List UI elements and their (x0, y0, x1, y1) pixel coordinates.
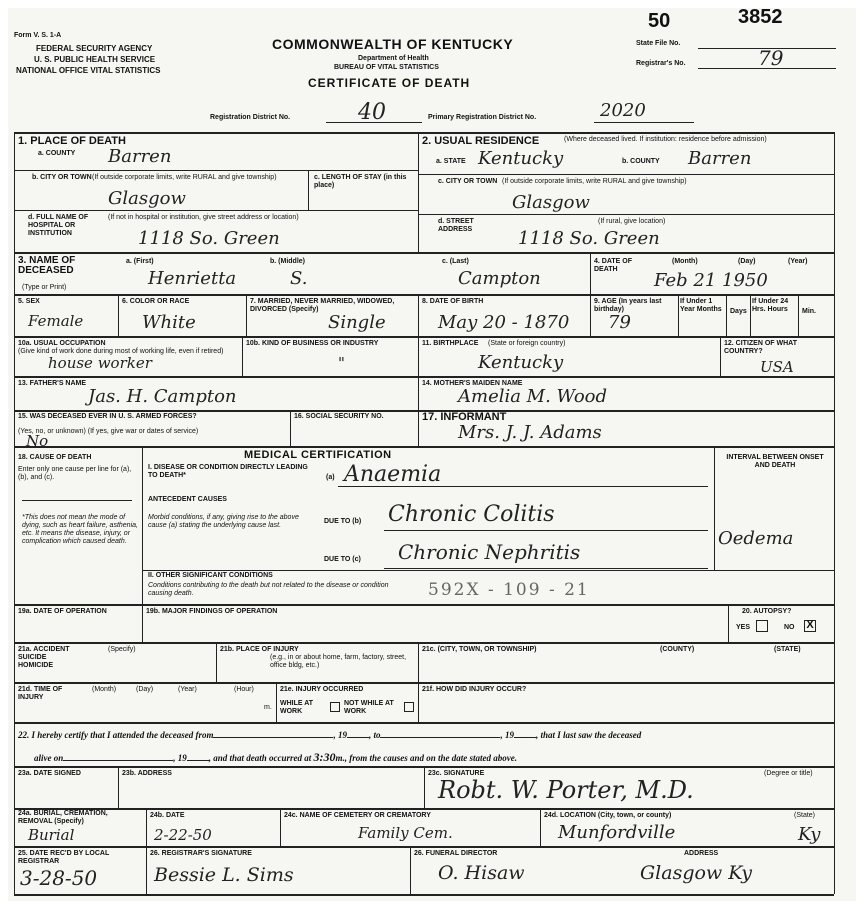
age-days-label: Days (730, 308, 747, 315)
pod-stay-label: c. LENGTH OF STAY (in this place) (314, 174, 407, 189)
director-address-label: ADDRESS (684, 850, 719, 857)
res-state-label: a. STATE (436, 158, 466, 165)
res-county-label: b. COUNTY (622, 158, 660, 165)
occupation-label: 10a. USUAL OCCUPATION (18, 340, 106, 347)
state-title: COMMONWEALTH OF KENTUCKY (272, 36, 514, 52)
interval-value: Oedema (718, 528, 794, 549)
state-file-label: State File No. (636, 40, 681, 47)
agency-line-3: NATIONAL OFFICE VITAL STATISTICS (16, 66, 161, 75)
medical-title: MEDICAL CERTIFICATION (244, 449, 392, 461)
location-label: 24d. LOCATION (City, town, or county) (544, 812, 672, 819)
business-value: " (338, 354, 345, 372)
cause-a-value: Anaemia (344, 462, 442, 487)
pod-hospital-label: d. FULL NAME OF HOSPITAL OR INSTITUTION (28, 214, 89, 237)
name-last: Campton (458, 268, 541, 289)
informant-value: Mrs. J. J. Adams (458, 422, 602, 443)
location-value: Munfordville (558, 822, 676, 843)
armed-value: No (26, 432, 49, 450)
birthplace-value: Kentucky (478, 352, 564, 373)
father-value: Jas. H. Campton (88, 386, 237, 407)
injury-county-label: (COUNTY) (660, 646, 695, 653)
informant-label: 17. INFORMANT (422, 411, 507, 423)
mother-value: Amelia M. Wood (458, 386, 608, 407)
injury-city-label: 21c. (CITY, TOWN, OR TOWNSHIP) (422, 646, 537, 653)
age-months-label: If Under 1 Year Months (680, 298, 722, 313)
citizen-label: 12. CITIZEN OF WHAT COUNTRY? (724, 340, 797, 355)
pod-city-label: b. CITY OR TOWN (32, 174, 92, 181)
date-signed-label: 23a. DATE SIGNED (18, 770, 81, 777)
citizen-value: USA (760, 358, 794, 376)
autopsy-yes-label: YES (736, 624, 751, 631)
morbid-note: Morbid conditions, if any, giving rise to the above cause (a) stating the underlying cause last. (148, 514, 299, 529)
agency-line-2: U. S. PUBLIC HEALTH SERVICE (34, 55, 156, 64)
injury-specify: (Specify) (108, 646, 136, 653)
cause-a-tag: (a) (326, 474, 335, 481)
bureau-name: BUREAU OF VITAL STATISTICS (334, 64, 439, 71)
cert22-line1: 22. I hereby certify that I attended the deceased from , 19 , to , 19 , that I last saw the deceased (18, 730, 642, 740)
name-first: Henrietta (148, 268, 237, 289)
signed-address-label: 23b. ADDRESS (122, 770, 172, 777)
occupation-note: (Give kind of work done during most of working life, even if retired) (18, 348, 224, 355)
director-address: Glasgow Ky (640, 862, 752, 884)
autopsy-no-label: NO (784, 624, 795, 631)
registrar-value: 79 (758, 46, 784, 70)
funeral-director-label: 26. FUNERAL DIRECTOR (414, 850, 498, 857)
injury-hour: (Hour) (234, 686, 254, 693)
registrar-signature: Bessie L. Sims (154, 864, 294, 886)
certificate-title: CERTIFICATE OF DEATH (308, 76, 471, 90)
location-state-label: (State) (794, 812, 816, 819)
name-last-label: c. (Last) (442, 258, 469, 265)
dod-year-label: (Year) (788, 258, 808, 265)
death-certificate (8, 8, 856, 901)
father-label: 13. FATHER'S NAME (18, 380, 87, 387)
injury-how-label: 21f. HOW DID INJURY OCCUR? (422, 686, 527, 693)
injury-year: (Year) (178, 686, 197, 693)
due-b-label: DUE TO (b) (324, 518, 362, 525)
pod-hospital: 1118 So. Green (138, 228, 280, 249)
name-label: 3. NAME OF DECEASED (18, 255, 76, 276)
due-c-label: DUE TO (c) (324, 556, 361, 563)
injury-day: (Day) (136, 686, 154, 693)
birth-date-value: May 20 - 1870 (438, 312, 570, 333)
age-min-label: Min. (802, 308, 816, 315)
pod-city-note: (If outside corporate limits, write RURAL and give township) (92, 174, 277, 181)
autopsy-yes-checkbox[interactable] (756, 620, 768, 632)
cause-c-value: Chronic Nephritis (398, 540, 581, 564)
signature-label: 23c. SIGNATURE (428, 770, 485, 777)
physician-signature: Robt. W. Porter, M.D. (438, 776, 694, 804)
dod-day-label: (Day) (738, 258, 756, 265)
form-number: Form V. S. 1-A (14, 32, 62, 39)
color-value: White (142, 312, 196, 333)
sex-label: 5. SEX (18, 298, 40, 305)
location-state-value: Ky (798, 824, 821, 845)
dept-name: Department of Health (358, 55, 429, 62)
dod-label: 4. DATE OF DEATH (594, 258, 632, 273)
res-street-note: (If rural, give location) (598, 218, 666, 225)
dod-value: Feb 21 1950 (654, 270, 768, 291)
burial-value: Burial (28, 826, 75, 844)
not-while-at-work-label: NOT WHILE AT WORK (344, 700, 394, 715)
injury-time-label: 21d. TIME OF INJURY (18, 686, 63, 701)
autopsy-label: 20. AUTOPSY? (742, 608, 792, 615)
burial-label: 24a. BURIAL, CREMATION, REMOVAL (Specify) (18, 810, 108, 825)
reg-district-label: Registration District No. (210, 114, 291, 121)
res-street: 1118 So. Green (518, 228, 660, 249)
operation-date-label: 19a. DATE OF OPERATION (18, 608, 107, 615)
agency-line-1: FEDERAL SECURITY AGENCY (36, 44, 153, 53)
autopsy-no-checkbox[interactable]: X (804, 620, 816, 632)
recd-value: 3-28-50 (20, 866, 98, 890)
cause-code: 592X - 109 - 21 (428, 580, 590, 600)
cause-note: Enter only one cause per line for (a), (b), and (c). (18, 466, 132, 481)
burial-date-label: 24b. DATE (150, 812, 185, 819)
age-hours-label: If Under 24 Hrs. Hours (752, 298, 789, 313)
injury-occurred-label: 21e. INJURY OCCURRED (280, 686, 364, 693)
res-city-label: c. CITY OR TOWN (438, 178, 498, 185)
cert22-time: 3:30 (313, 750, 336, 764)
cause-ii-label: II. OTHER SIGNIFICANT CONDITIONS (148, 572, 273, 579)
marital-value: Single (328, 312, 386, 333)
injury-state-label: (STATE) (774, 646, 801, 653)
not-while-at-work-checkbox[interactable] (404, 702, 414, 712)
while-at-work-label: WHILE AT WORK (280, 700, 314, 715)
cemetery-value: Family Cem. (358, 824, 453, 842)
cause-label: 18. CAUSE OF DEATH (18, 454, 92, 461)
cemetery-label: 24c. NAME OF CEMETERY OR CREMATORY (284, 812, 431, 819)
while-at-work-checkbox[interactable] (330, 702, 340, 712)
injury-m: m. (264, 704, 272, 711)
injury-place-note: (e.g., in or about home, farm, factory, street, office bldg, etc.) (270, 654, 407, 669)
injury-place-label: 21b. PLACE OF INJURY (220, 646, 299, 653)
cause-side-note: *This does not mean the mode of dying, such as heart failure, asthenia, etc. It means the disease, injury, or complication which caused death. (22, 514, 138, 545)
registrar-label: Registrar's No. (636, 60, 686, 67)
top-number-right: 3852 (738, 6, 783, 28)
name-middle: S. (290, 268, 308, 289)
place-of-death-label: 1. PLACE OF DEATH (18, 135, 126, 147)
color-label: 6. COLOR OR RACE (122, 298, 190, 305)
cert22-line2: alive on , 19 , and that death occurred at 3:30m., from the causes and on the date stated above. (34, 750, 518, 764)
cause-b-value: Chronic Colitis (388, 502, 555, 527)
birth-date-label: 8. DATE OF BIRTH (422, 298, 484, 305)
burial-date-value: 2-22-50 (154, 826, 212, 844)
armed-note: (Yes, no, or unknown) (If yes, give war or dates of service) (18, 428, 199, 435)
funeral-director: O. Hisaw (438, 862, 525, 884)
armed-label: 15. WAS DECEASED EVER IN U. S. ARMED FORCES? (18, 413, 197, 420)
residence-label: 2. USUAL RESIDENCE (422, 135, 540, 147)
res-state: Kentucky (478, 148, 564, 169)
residence-note: (Where deceased lived. If institution: residence before admission) (564, 136, 767, 143)
name-sub: (Type or Print) (22, 284, 67, 291)
res-city-note: (If outside corporate limits, write RURAL and give township) (502, 178, 687, 185)
ssn-label: 16. SOCIAL SECURITY NO. (294, 413, 384, 420)
registrar-signature-label: 26. REGISTRAR'S SIGNATURE (150, 850, 252, 857)
occupation-value: house worker (48, 354, 152, 372)
operation-findings-label: 19b. MAJOR FINDINGS OF OPERATION (146, 608, 278, 615)
pod-county-label: a. COUNTY (38, 150, 76, 157)
primary-reg-value: 2020 (600, 100, 646, 121)
cause-ii-note: Conditions contributing to the death but not related to the disease or condition causing death. (148, 582, 389, 597)
reg-district-value: 40 (358, 100, 386, 125)
marital-label: 7. MARRIED, NEVER MARRIED, WIDOWED, DIVORCED (Specify) (250, 298, 395, 313)
name-middle-label: b. (Middle) (270, 258, 305, 265)
age-label: 9. AGE (In years last birthday) (594, 298, 662, 313)
res-county: Barren (688, 148, 752, 169)
birthplace-note: (State or foreign country) (488, 340, 566, 347)
pod-city: Glasgow (108, 188, 186, 209)
recd-label: 25. DATE REC'D BY LOCAL REGISTRAR (18, 850, 110, 865)
top-number-left: 50 (648, 10, 671, 32)
cause-i-label: I. DISEASE OR CONDITION DIRECTLY LEADING TO DEATH* (148, 464, 308, 479)
business-label: 10b. KIND OF BUSINESS OR INDUSTRY (246, 340, 379, 347)
interval-label: INTERVAL BETWEEN ONSET AND DEATH (726, 454, 824, 469)
name-first-label: a. (First) (126, 258, 154, 265)
age-value: 79 (608, 312, 631, 333)
sex-value: Female (28, 312, 84, 330)
injury-kind-label: 21a. ACCIDENT SUICIDE HOMICIDE (18, 646, 70, 669)
injury-month: (Month) (92, 686, 117, 693)
degree-label: (Degree or title) (764, 770, 813, 777)
pod-county: Barren (108, 146, 172, 167)
birthplace-label: 11. BIRTHPLACE (422, 340, 479, 347)
res-street-label: d. STREET ADDRESS (438, 218, 474, 233)
pod-hospital-note: (If not in hospital or institution, give street address or location) (108, 214, 299, 221)
primary-reg-label: Primary Registration District No. (428, 114, 537, 121)
antecedent-label: ANTECEDENT CAUSES (148, 496, 227, 503)
dod-month-label: (Month) (672, 258, 698, 265)
mother-label: 14. MOTHER'S MAIDEN NAME (422, 380, 523, 387)
res-city: Glasgow (512, 192, 590, 213)
